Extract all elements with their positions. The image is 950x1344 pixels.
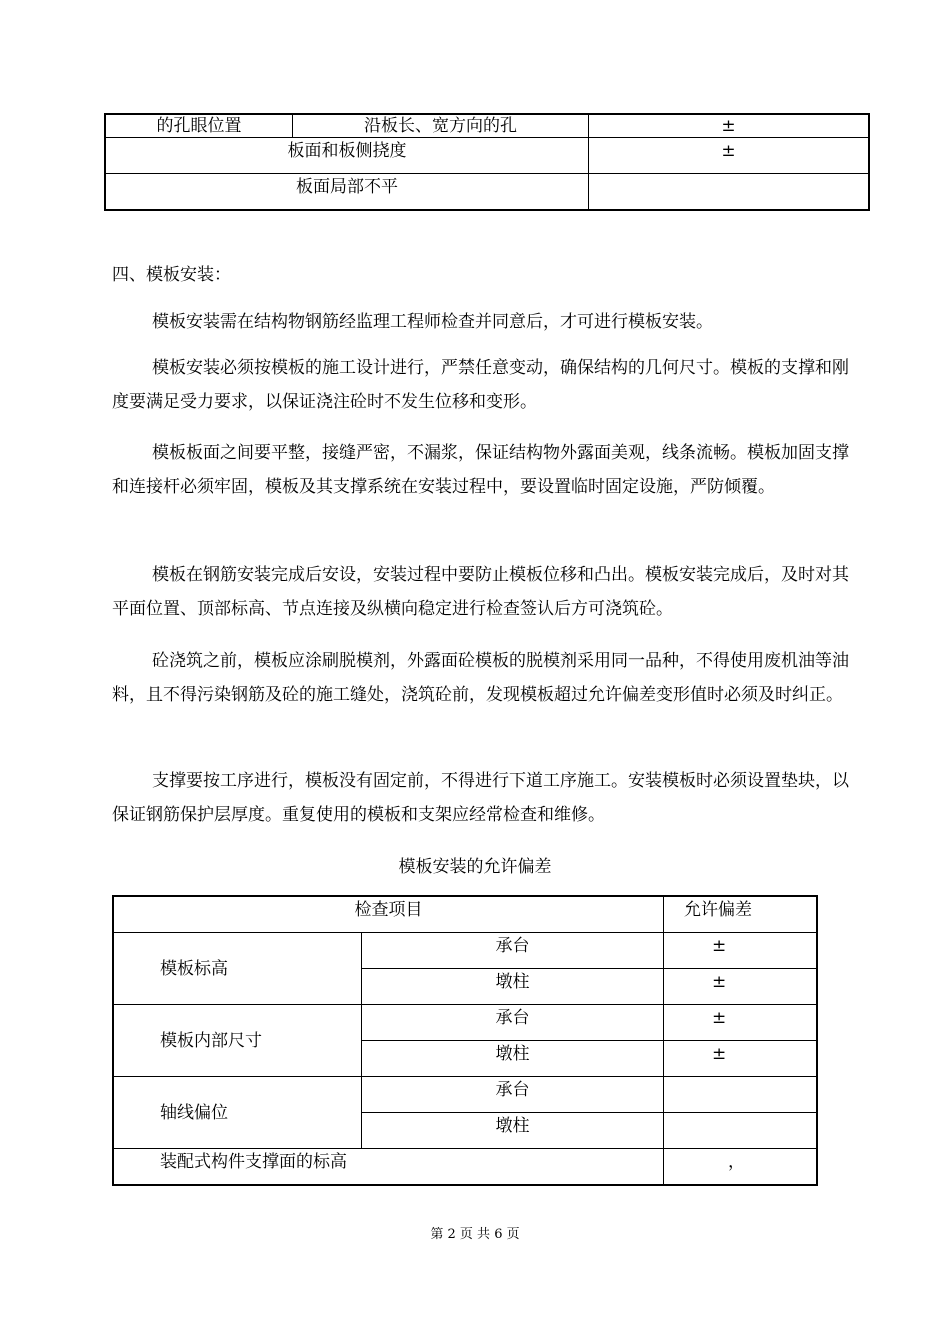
section-heading: 四、模板安装： [112,265,231,285]
paragraph: 砼浇筑之前，模板应涂刷脱模剂，外露面砼模板的脱模剂采用同一品种，不得使用废机油等油料，且不得污染钢筋及砼的施工缝处，浇筑砼前，发现模板超过允许偏差变形值时必须及时纠正。 [112,651,849,705]
tolerance-value: ± [664,969,818,1005]
sub-label: 墩柱 [362,969,664,1005]
paragraph: 模板安装需在结构物钢筋经监理工程师检查并同意后，才可进行模板安装。 [152,312,713,332]
tolerance-value: ， [664,1149,818,1186]
table-row [113,1005,817,1041]
tolerance-value [664,1113,818,1149]
tolerance-value: ± [664,1005,818,1041]
sub-label: 承台 [362,933,664,969]
formwork-tolerance-table [112,895,818,1186]
sub-label: 墩柱 [362,1041,664,1077]
last-row-label: 装配式构件支撑面的标高 [113,1149,664,1186]
sub-label: 承台 [362,1077,664,1113]
paragraph: 模板在钢筋安装完成后安设，安装过程中要防止模板位移和凸出。模板安装完成后，及时对其平面位置、顶部标高、节点连接及纵横向稳定进行检查签认后方可浇筑砼。 [112,565,849,619]
sub-label: 墩柱 [362,1113,664,1149]
table-row [113,1077,817,1113]
top-tolerance-table [104,113,870,211]
group-label: 模板内部尺寸 [113,1005,362,1077]
table-cell: ± [589,114,870,138]
group-label: 轴线偏位 [113,1077,362,1149]
table-cell: 沿板长、宽方向的孔 [293,114,589,138]
table-row [105,174,869,211]
paragraph: 支撑要按工序进行，模板没有固定前，不得进行下道工序施工。安装模板时必须设置垫块，以保证钢筋保护层厚度。重复使用的模板和支架应经常检查和维修。 [112,771,849,825]
paragraph: 模板安装必须按模板的施工设计进行，严禁任意变动，确保结构的几何尺寸。模板的支撑和刚度要满足受力要求，以保证浇注砼时不发生位移和变形。 [112,358,849,412]
table-cell: 的孔眼位置 [105,114,293,138]
table-caption: 模板安装的允许偏差 [398,857,552,877]
table-row [113,1149,817,1186]
page-footer: 第 2 页 共 6 页 [430,1227,520,1242]
tolerance-value: ± [664,1041,818,1077]
header-cell-tolerance: 允许偏差 [664,896,818,933]
paragraph: 模板板面之间要平整，接缝严密，不漏浆，保证结构物外露面美观，线条流畅。模板加固支撑和连接杆必须牢固，模板及其支撑系统在安装过程中，要设置临时固定设施，严防倾覆。 [112,443,849,497]
table-cell [589,174,870,211]
table-cell: 板面局部不平 [105,174,589,211]
tolerance-value: ± [664,933,818,969]
table-cell: ± [589,138,870,174]
header-cell-item: 检查项目 [113,896,664,933]
table-row [113,933,817,969]
tolerance-value [664,1077,818,1113]
sub-label: 承台 [362,1005,664,1041]
group-label: 模板标高 [113,933,362,1005]
table-row [105,138,869,174]
table-header-row [113,896,817,933]
table-row [105,114,869,138]
table-cell: 板面和板侧挠度 [105,138,589,174]
